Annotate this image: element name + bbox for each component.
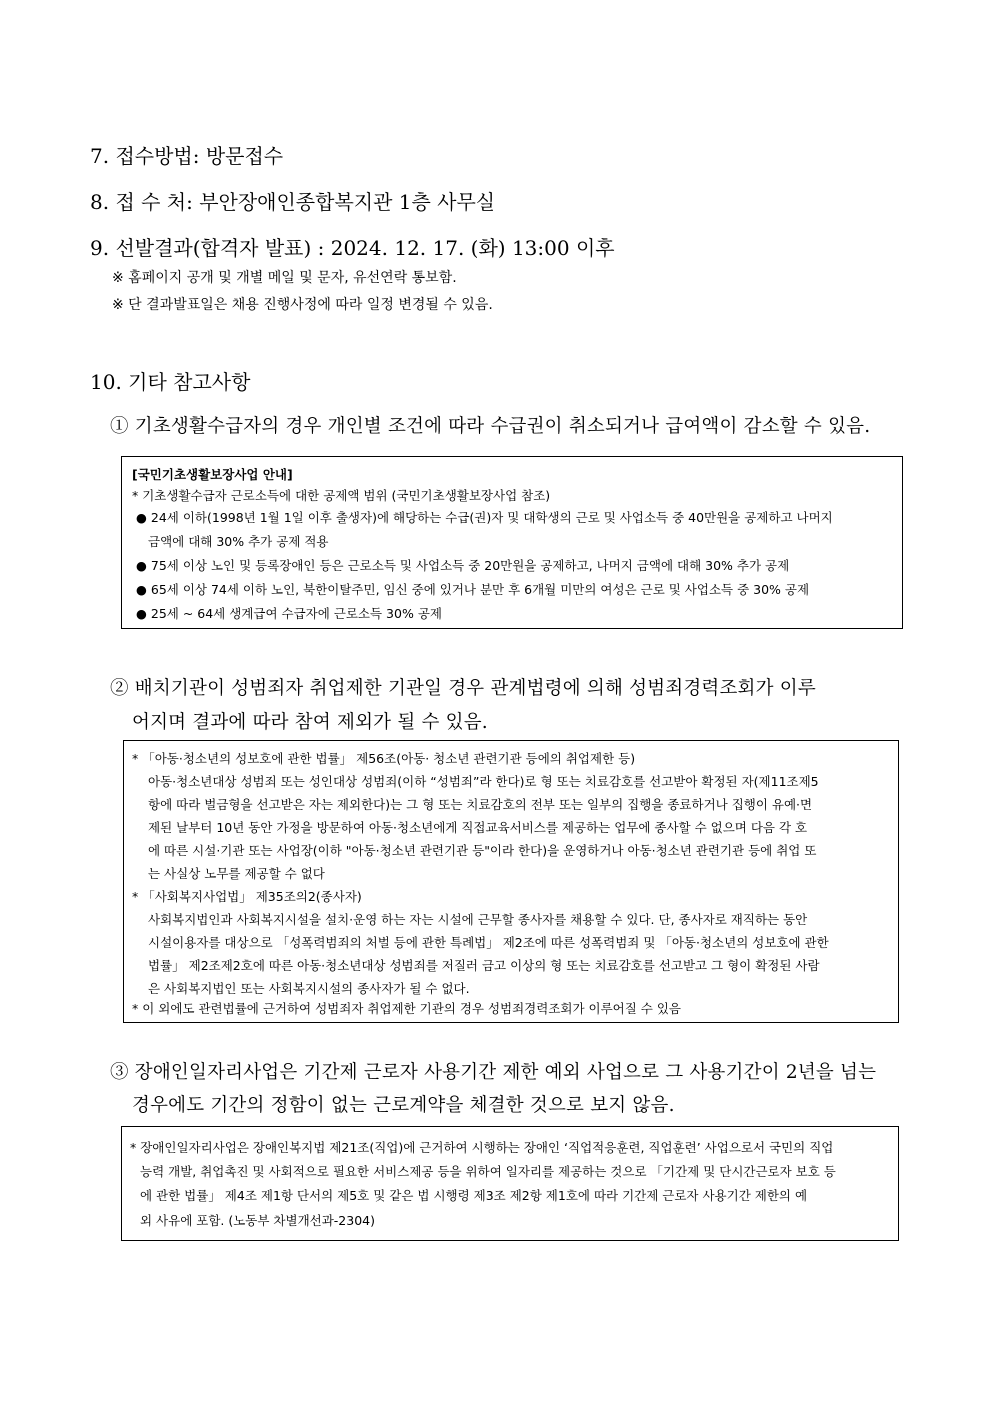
basic-livelihood-info-box — [121, 456, 903, 629]
item-3-text-line-2: 경우에도 기간의 정함이 없는 근로계약을 체결한 것으로 보지 않음. — [132, 1095, 675, 1116]
law-box-line: 법률」 제2조제2호에 따른 아동·청소년대상 성범죄를 저질러 금고 이상의 형 또는 치료감호를 선고받고 그 형이 확정된 사람 — [148, 958, 820, 973]
item-2-text-line-1: ② 배치기관이 성범죄자 취업제한 기관일 경우 관계법령에 의해 성범죄경력조회가 이루 — [110, 678, 816, 699]
program-box-line: 외 사유에 포함. (노동부 차별개선과-2304) — [140, 1213, 375, 1228]
item-1-text: ① 기초생활수급자의 경우 개인별 조건에 따라 수급권이 취소되거나 급여액이 감소할 수 있음. — [110, 416, 871, 437]
info-box-line: * 기초생활수급자 근로소득에 대한 공제액 범위 (국민기초생활보장사업 참조) — [132, 488, 551, 503]
program-box-line: * 장애인일자리사업은 장애인복지법 제21조(직업)에 근거하여 시행하는 장애인 ‘직업적응훈련, 직업훈련’ 사업으로서 국민의 직업 — [130, 1140, 834, 1155]
law-box-line: 는 사실상 노무를 제공할 수 없다 — [148, 866, 325, 881]
info-box-line: ● 24세 이하(1998년 1월 1일 이후 출생자)에 해당하는 수급(권)자 및 대학생의 근로 및 사업소득 중 40만원을 공제하고 나머지 — [136, 510, 833, 525]
law-box-line: 제된 날부터 10년 동안 가정을 방문하여 아동·청소년에게 직접교육서비스를 제공하는 업무에 종사할 수 없으며 다음 각 호 — [148, 820, 808, 835]
section-9-note-1: ※ 홈페이지 공개 및 개별 메일 및 문자, 유선연락 통보함. — [112, 270, 457, 286]
section-9-result-announcement: 9. 선발결과(합격자 발표) : 2024. 12. 17. (화) 13:00 이후 — [90, 236, 615, 260]
law-box-line: 사회복지법인과 사회복지시설을 설치·운영 하는 자는 시설에 근무할 종사자를 채용할 수 있다. 단, 종사자로 재직하는 동안 — [148, 912, 808, 927]
law-box-line: * 「아동·청소년의 성보호에 관한 법률」 제56조(아동· 청소년 관련기관 등에의 취업제한 등) — [132, 751, 636, 766]
info-box-line: ● 25세 ~ 64세 생계급여 수급자에 근로소득 30% 공제 — [136, 606, 442, 621]
section-8-submission-place: 8. 접 수 처: 부안장애인종합복지관 1층 사무실 — [90, 190, 496, 214]
law-box-line: 항에 따라 벌금형을 선고받은 자는 제외한다)는 그 형 또는 치료감호의 전부 또는 일부의 집행을 종료하거나 집행이 유예·면 — [148, 797, 813, 812]
law-box-line: * 「사회복지사업법」 제35조의2(종사자) — [132, 889, 362, 904]
disability-job-program-box — [121, 1126, 899, 1241]
program-box-line: 에 관한 법률」 제4조 제1항 단서의 제5호 및 같은 법 시행령 제3조 제2항 제1호에 따라 기간제 근로자 사용기간 제한의 예 — [140, 1188, 808, 1203]
section-10-title: 10. 기타 참고사항 — [90, 370, 251, 394]
info-box-title: [국민기초생활보장사업 안내] — [132, 467, 293, 482]
law-box-line: 아동·청소년대상 성범죄 또는 성인대상 성범죄(이하 “성범죄”라 한다)로 형 또는 치료감호를 선고받아 확정된 자(제11조제5 — [148, 774, 819, 789]
info-box-line: ● 65세 이상 74세 이하 노인, 북한이탈주민, 임신 중에 있거나 분만 후 6개월 미만의 여성은 근로 및 사업소득 중 30% 공제 — [136, 582, 810, 597]
law-box-line: 시설이용자를 대상으로 「성폭력범죄의 처벌 등에 관한 특례법」 제2조에 따른 성폭력범죄 및 「아동·청소년의 성보호에 관한 — [148, 935, 829, 950]
section-9-note-2: ※ 단 결과발표일은 채용 진행사정에 따라 일정 변경될 수 있음. — [112, 297, 493, 313]
info-box-line: 금액에 대해 30% 추가 공제 적용 — [148, 534, 329, 549]
sex-offender-law-box — [123, 740, 899, 1023]
law-box-line: 에 따른 시설·기관 또는 사업장(이하 "아동·청소년 관련기관 등"이라 한다)을 운영하거나 아동·청소년 관련기관 등에 취업 또 — [148, 843, 817, 858]
law-box-line: * 이 외에도 관련법률에 근거하여 성범죄자 취업제한 기관의 경우 성범죄경력조회가 이루어질 수 있음 — [132, 1001, 682, 1016]
info-box-line: ● 75세 이상 노인 및 등록장애인 등은 근로소득 및 사업소득 중 20만원을 공제하고, 나머지 금액에 대해 30% 추가 공제 — [136, 558, 790, 573]
law-box-line: 은 사회복지법인 또는 사회복지시설의 종사자가 될 수 없다. — [148, 981, 470, 996]
item-2-text-line-2: 어지며 결과에 따라 참여 제외가 될 수 있음. — [132, 712, 488, 733]
program-box-line: 능력 개발, 취업촉진 및 사회적으로 필요한 서비스제공 등을 위하여 일자리를 제공하는 것으로 「기간제 및 단시간근로자 보호 등 — [140, 1164, 836, 1179]
item-3-text-line-1: ③ 장애인일자리사업은 기간제 근로자 사용기간 제한 예외 사업으로 그 사용기간이 2년을 넘는 — [110, 1062, 877, 1083]
section-7-submission-method: 7. 접수방법: 방문접수 — [90, 144, 284, 168]
